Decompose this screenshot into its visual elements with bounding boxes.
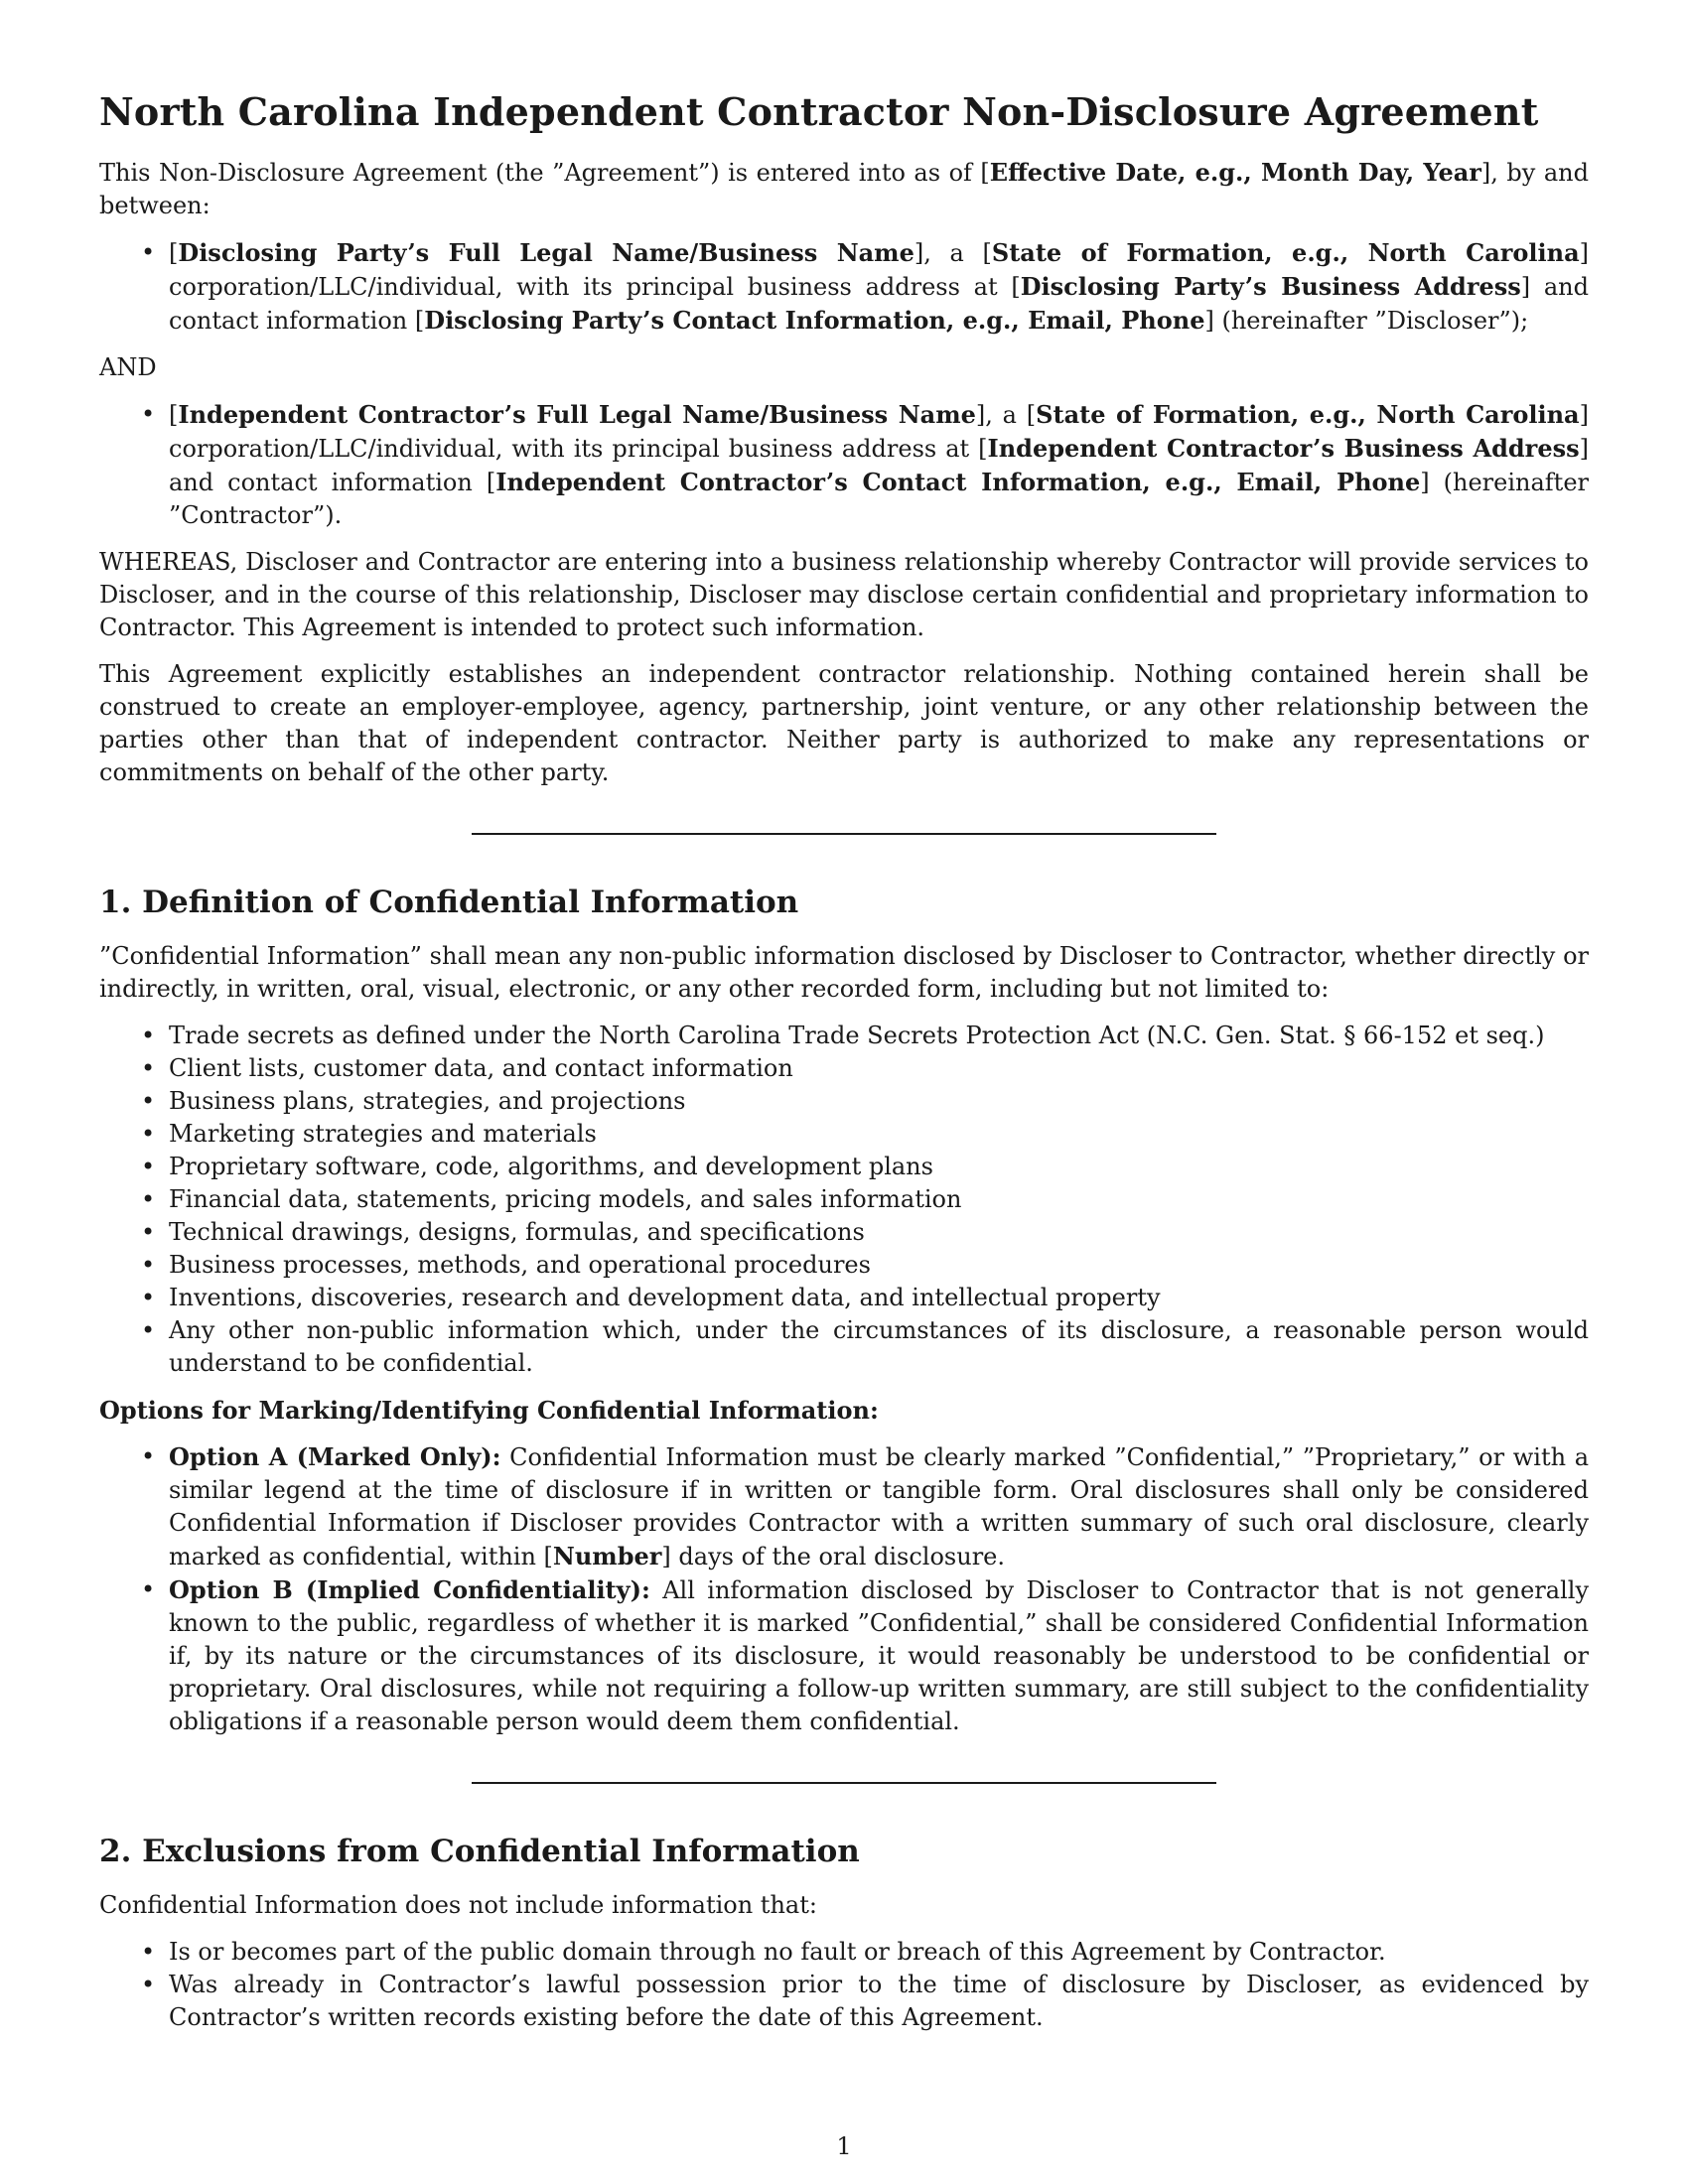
section2-intro: Confidential Information does not include information that: [99, 1891, 817, 1919]
option-b-label: Option B (Implied Confidentiality): [169, 1575, 650, 1604]
section1-intro: ”Confidential Information” shall mean any non-public information disclosed by Discloser to Contractor, whether directly or indirectly, in written, oral, visual, electronic, or any other recorded form, including but not limited to: [99, 942, 1589, 1003]
option-a-item: • Option A (Marked Only): Confidential Information must be clearly marked ”Confidential,” ”Proprietary,” or with a similar legend at the time of disclosure if in written or tangible form. Oral disclosures shall only be considered Confidential Information if Discloser provides Contractor with a written summary of such oral disclosure, clearly marked as confidential, within [Number] days of the oral disclosure. [141, 1442, 1590, 1570]
section-divider [472, 1782, 1216, 1784]
bullet: • [141, 1022, 156, 1049]
bullet: • [141, 1938, 156, 1966]
list-item: • Is or becomes part of the public domain through no fault or breach of this Agreement by Contractor. [169, 1936, 1589, 1969]
party2-item: • [Independent Contractor’s Full Legal Name/Business Name], a [State of Formation, e.g., North Carolina] corporation/LLC/individual, with its principal business address at [Independent Contractor’s Business Address] and contact information [Independent Contractor’s Contact Information, e.g., Email, Phone] (hereinafter ”Contractor”). [141, 400, 1589, 529]
list-item: • Marketing strategies and materials [169, 1118, 1589, 1151]
list-item: • Any other non-public information which, under the circumstances of its disclosure, a reasonable person would understand to be confidential. [141, 1316, 1589, 1377]
options-list [99, 1440, 1589, 1738]
list-item: • Technical drawings, designs, formulas, and specifications [169, 1216, 1589, 1249]
bullet: • [141, 400, 156, 428]
list-item: • Trade secrets as defined under the North Carolina Trade Secrets Protection Act (N.C. Gen. Stat. § 66-152 et seq.) [169, 1020, 1589, 1052]
list-item: • Financial data, statements, pricing models, and sales information [169, 1183, 1589, 1216]
effective-date-placeholder: Effective Date, e.g., Month Day, Year [989, 158, 1481, 187]
intro-paragraph: This Non-Disclosure Agreement (the ”Agreement”) is entered into as of [Effective Date, e.g., Month Day, Year], by and between: [99, 158, 1589, 219]
relationship-paragraph: This Agreement explicitly establishes an independent contractor relationship. Nothing contained herein shall be construed to create an employer-employee, agency, partnership, joint venture, or any other relationship between the parties other than that of independent contractor. Neither party is authorized to make any representations or commitments on behalf of the other party. [99, 660, 1589, 786]
party2-list [99, 398, 1589, 532]
bullet: • [141, 238, 156, 266]
document-title: North Carolina Independent Contractor Non-Disclosure Agreement [99, 89, 1539, 134]
whereas-paragraph: WHEREAS, Discloser and Contractor are entering into a business relationship whereby Contractor will provide services to Discloser, and in the course of this relationship, Discloser may disclose certain confidential and proprietary information to Contractor. This Agreement is intended to protect such information. [99, 548, 1589, 641]
bullet: • [141, 1442, 156, 1470]
bullet: • [141, 1251, 156, 1279]
bullet: • [141, 1087, 156, 1115]
page-number: 1 [836, 2132, 852, 2160]
bullet: • [141, 1054, 156, 1082]
options-heading: Options for Marking/Identifying Confidential Information: [99, 1396, 879, 1425]
section1-heading: 1. Definition of Confidential Information [99, 885, 799, 920]
option-b-item: • Option B (Implied Confidentiality): All information disclosed by Discloser to Contractor that is not generally known to the public, regardless of whether it is marked ”Confidential,” shall be considered Confidential Information if, by its nature or the circumstances of its disclosure, it would reasonably be understood to be confidential or proprietary. Oral disclosures, while not requiring a follow-up written summary, are still subject to the confidentiality obligations if a reasonable person would deem them confidential. [141, 1575, 1589, 1735]
list-item: • Was already in Contractor’s lawful possession prior to the time of disclosure by Discloser, as evidenced by Contractor’s written records existing before the date of this Agreement. [141, 1971, 1589, 2031]
bullet: • [141, 1575, 156, 1603]
bullet: • [141, 1185, 156, 1213]
and-separator: AND [99, 353, 157, 381]
bullet: • [141, 1120, 156, 1148]
option-a-label: Option A (Marked Only): [169, 1442, 501, 1471]
list-item: • Inventions, discoveries, research and development data, and intellectual property [169, 1282, 1589, 1314]
confidential-items-list [99, 1020, 1589, 1380]
list-item: • Client lists, customer data, and contact information [169, 1052, 1589, 1085]
list-item: • Proprietary software, code, algorithms, and development plans [169, 1151, 1589, 1183]
party1-list [99, 236, 1589, 338]
section-divider [472, 833, 1216, 835]
bullet: • [141, 1284, 156, 1311]
exclusions-list [99, 1936, 1589, 2034]
bullet: • [141, 1971, 156, 1998]
list-item: • Business processes, methods, and operational procedures [169, 1249, 1589, 1282]
list-item: • Business plans, strategies, and projections [169, 1085, 1589, 1118]
bullet: • [141, 1153, 156, 1180]
bullet: • [141, 1316, 156, 1344]
bullet: • [141, 1218, 156, 1246]
section2-heading: 2. Exclusions from Confidential Information [99, 1834, 860, 1869]
party1-item: • [Disclosing Party’s Full Legal Name/Business Name], a [State of Formation, e.g., North Carolina] corporation/LLC/individual, with its principal business address at [Disclosing Party’s Business Address] and contact information [Disclosing Party’s Contact Information, e.g., Email, Phone] (hereinafter ”Discloser”); [141, 238, 1590, 335]
